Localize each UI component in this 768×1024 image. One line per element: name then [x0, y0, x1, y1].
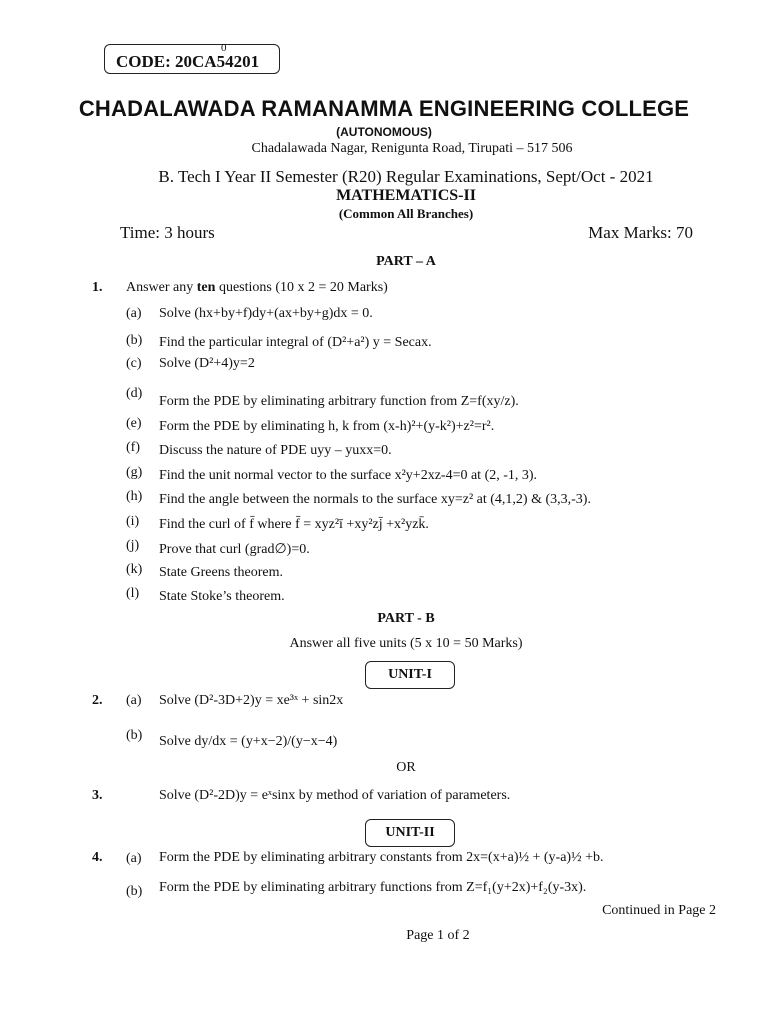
- sub-question-label: (c): [126, 356, 142, 371]
- sub-question-label: (j): [126, 538, 140, 553]
- sub-question-label: (l): [126, 586, 140, 601]
- college-name: CHADALAWADA RAMANAMMA ENGINEERING COLLEGE: [78, 96, 690, 121]
- sub-question-text: Find the curl of f̄ where f̄ = xyz²ī +xy²zj̄ +x²yzk̄.: [159, 517, 429, 532]
- part-b-title: PART - B: [377, 611, 435, 626]
- page-number: Page 1 of 2: [406, 928, 470, 943]
- branches-label: (Common All Branches): [338, 206, 474, 221]
- code-mark: 0: [221, 42, 227, 54]
- sub-question-label: (b): [126, 884, 143, 899]
- question-text: Solve (D²-2D)y = eˣsinx by method of variation of parameters.: [159, 788, 511, 803]
- question-number: 1.: [92, 280, 103, 295]
- sub-question-text: Discuss the nature of PDE uyy – yuxx=0.: [159, 443, 392, 458]
- sub-question-label: (e): [126, 416, 142, 431]
- sub-question-text: Form the PDE by eliminating arbitrary functions from Z=f₁(y+2x)+f₂(y-3x).: [159, 880, 587, 895]
- or-separator: OR: [396, 760, 416, 775]
- sub-question-text: State Stoke’s theorem.: [159, 589, 285, 604]
- sub-question-text: State Greens theorem.: [159, 565, 284, 580]
- sub-question-label: (b): [126, 728, 143, 743]
- continued-note: Continued in Page 2: [602, 903, 716, 918]
- sub-question-text: Solve dy/dx = (y+x−2)/(y−x−4): [159, 734, 338, 749]
- sub-question-label: (k): [126, 562, 143, 577]
- sub-question-label: (h): [126, 489, 143, 504]
- sub-question-label: (a): [126, 306, 142, 321]
- question-number: 2.: [92, 693, 103, 708]
- sub-question-text: Find the angle between the normals to the surface xy=z² at (4,1,2) & (3,3,-3).: [159, 492, 591, 507]
- sub-question-text: Find the particular integral of (D²+a²) y = Secax.: [159, 335, 432, 350]
- question-number: 3.: [92, 788, 103, 803]
- paper-code: CODE: 20CA54201: [116, 52, 260, 71]
- sub-question-text: Solve (hx+by+f)dy+(ax+by+g)dx = 0.: [159, 306, 373, 321]
- question-number: 4.: [92, 850, 103, 865]
- part-b-instruction: Answer all five units (5 x 10 = 50 Marks): [289, 636, 523, 651]
- sub-question-text: Prove that curl (grad∅)=0.: [159, 542, 310, 557]
- exam-time: Time: 3 hours: [120, 223, 215, 242]
- part-a-title: PART – A: [376, 254, 436, 269]
- sub-question-text: Form the PDE by eliminating h, k from (x-h)²+(y-k²)+z²=r².: [159, 419, 495, 434]
- sub-question-label: (i): [126, 514, 140, 529]
- college-address: Chadalawada Nagar, Renigunta Road, Tirupati – 517 506: [251, 141, 573, 156]
- sub-question-label: (b): [126, 333, 143, 348]
- sub-question-label: (a): [126, 851, 142, 866]
- sub-question-text: Form the PDE by eliminating arbitrary function from Z=f(xy/z).: [159, 394, 519, 409]
- part-a-instruction: Answer any ten questions (10 x 2 = 20 Marks): [126, 280, 388, 295]
- sub-question-label: (g): [126, 465, 143, 480]
- subject-title: MATHEMATICS-II: [336, 187, 476, 204]
- max-marks: Max Marks: 70: [588, 223, 693, 242]
- autonomous-label: (AUTONOMOUS): [336, 125, 432, 139]
- unit-1-heading: UNIT-I: [365, 661, 455, 689]
- sub-question-label: (a): [126, 693, 142, 708]
- unit-2-heading: UNIT-II: [365, 819, 455, 847]
- sub-question-text: Solve (D²-3D+2)y = xe³ˣ + sin2x: [159, 693, 344, 708]
- sub-question-label: (f): [126, 440, 140, 455]
- sub-question-text: Solve (D²+4)y=2: [159, 356, 255, 371]
- exam-title: B. Tech I Year II Semester (R20) Regular Examinations, Sept/Oct - 2021: [158, 167, 654, 186]
- sub-question-text: Find the unit normal vector to the surface x²y+2xz-4=0 at (2, -1, 3).: [159, 468, 538, 483]
- sub-question-text: Form the PDE by eliminating arbitrary constants from 2x=(x+a)½ + (y-a)½ +b.: [159, 850, 604, 865]
- sub-question-label: (d): [126, 386, 143, 401]
